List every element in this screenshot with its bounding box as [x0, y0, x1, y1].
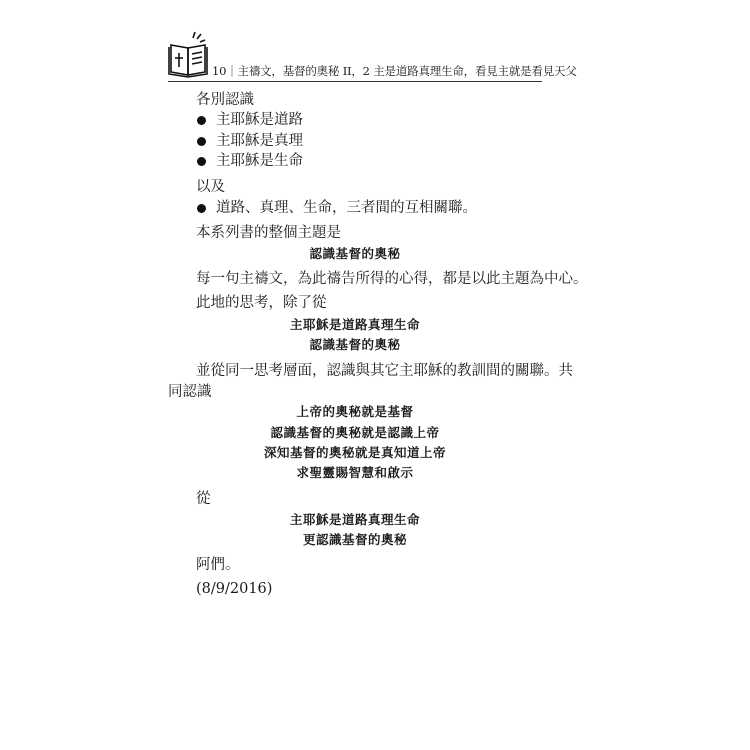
centered-line: 認識基督的奧秘就是認識上帝: [270, 425, 440, 440]
paragraph-from: 從: [196, 491, 211, 507]
centered-line: 認識基督的奧秘: [309, 337, 401, 352]
date: (8/9/2016): [196, 581, 273, 597]
paragraph-intro: 各別認識: [196, 92, 254, 108]
paragraph-besides: 此地的思考，除了從: [196, 295, 327, 311]
header-rule: [168, 81, 542, 82]
centered-line: 主耶穌是道路真理生命: [289, 317, 420, 332]
paragraph-relation: 並從同一思考層面，認識與其它主耶穌的教訓間的關聯。共: [196, 363, 573, 379]
amen: 阿們。: [196, 557, 240, 573]
centered-line: 更認識基督的奧秘: [302, 532, 407, 547]
centered-line: 上帝的奧秘就是基督: [296, 404, 414, 419]
centered-line: 求聖靈賜智慧和啟示: [296, 465, 414, 480]
centered-line: 深知基督的奧秘就是真知道上帝: [263, 445, 446, 460]
list-item: 主耶穌是道路: [216, 112, 303, 128]
list-item: 主耶穌是生命: [216, 153, 303, 169]
list-item: 主耶穌是真理: [216, 133, 303, 149]
centered-line: 認識基督的奧秘: [309, 246, 401, 261]
bullet-icon: [196, 200, 208, 212]
list-item: 道路、真理、生命，三者間的互相關聯。: [216, 200, 477, 216]
paragraph-relation-cont: 同認識: [168, 384, 212, 400]
centered-line: 主耶穌是道路真理生命: [289, 512, 420, 527]
bullet-icon: [196, 112, 208, 124]
paragraph-center: 每一句主禱文，為此禱告所得的心得，都是以此主題為中心。: [196, 271, 588, 287]
paragraph-theme: 本系列書的整個主題是: [196, 225, 341, 241]
running-head: 10｜主禱文，基督的奧秘 II，2 主是道路真理生命，看見主就是看見天父: [212, 64, 577, 78]
bullet-icon: [196, 153, 208, 165]
paragraph-and: 以及: [196, 179, 225, 195]
bullet-icon: [196, 133, 208, 145]
open-book-icon: [168, 30, 212, 78]
